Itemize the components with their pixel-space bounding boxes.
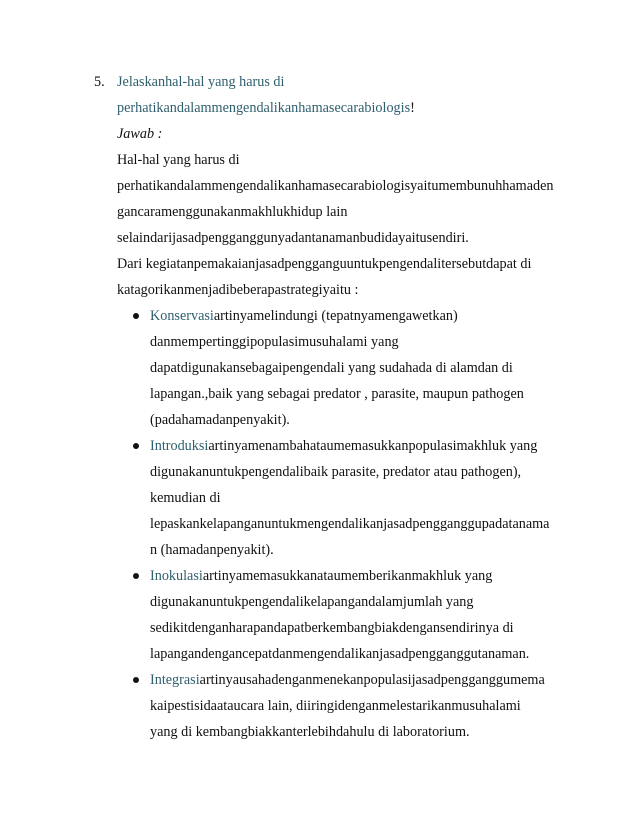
- answer-line: gancaramenggunakanmakhlukhidup lain: [117, 204, 348, 220]
- strategy-item-integrasi: [150, 670, 545, 690]
- answer-line: Hal-hal yang harus di: [117, 152, 240, 168]
- strategy-item-inokulasi: [150, 566, 492, 586]
- answer-line: perhatikandalammengendalikanhamasecarabiologisyaitumembunuhhamaden: [117, 178, 554, 194]
- strategy-line: lapangan.,baik yang sebagai predator , parasite, maupun pathogen: [150, 386, 524, 402]
- strategy-item-konservasi: [150, 306, 458, 326]
- question-text-line-2-main: perhatikandalammengendalikanhamasecarabiologis: [117, 100, 411, 116]
- strategy-text: artinyausahadenganmenekanpopulasijasadpengganggumema: [199, 672, 545, 688]
- strategy-line: kemudian di: [150, 490, 221, 506]
- question-text-line-2: [117, 98, 415, 118]
- strategy-term: Integrasi: [150, 672, 200, 688]
- bullet-icon: [133, 573, 139, 579]
- strategy-text: artinyamemasukkanataumemberikanmakhluk yang: [202, 568, 493, 584]
- strategy-text: artinyamenambahataumemasukkanpopulasimakhluk yang: [208, 438, 538, 454]
- strategy-line: kaipestisidaataucara lain, diiringidenganmelestarikanmusuhalami: [150, 698, 521, 714]
- strategy-line: yang di kembangbiakkanterlebihdahulu di laboratorium.: [150, 724, 470, 740]
- bullet-icon: [133, 313, 139, 319]
- strategy-line: sedikitdenganharapandapatberkembangbiakdengansendirinya di: [150, 620, 514, 636]
- answer-line: Dari kegiatanpemakaianjasadpengganguuntukpengendalitersebutdapat di: [117, 256, 532, 272]
- strategy-line: lepaskankelapanganuntukmengendalikanjasadpengganggupadatanama: [150, 516, 550, 532]
- question-text-line-2-end: !: [410, 100, 415, 116]
- strategy-text: artinyamelindungi (tepatnyamengawetkan): [213, 308, 458, 324]
- question-number: 5.: [94, 74, 105, 90]
- strategy-line: digunakanuntukpengendalibaik parasite, predator atau pathogen),: [150, 464, 522, 480]
- answer-line: katagorikanmenjadibeberapastrategiyaitu :: [117, 282, 359, 298]
- strategy-line: lapangandengancepatdanmengendalikanjasadpengganggutanaman.: [150, 646, 530, 662]
- bullet-icon: [133, 677, 139, 683]
- strategy-term: Introduksi: [150, 438, 209, 454]
- strategy-line: danmempertinggipopulasimusuhalami yang: [150, 334, 399, 350]
- answer-label: Jawab :: [117, 126, 163, 142]
- question-text-line-1: Jelaskanhal-hal yang harus di: [117, 74, 285, 90]
- strategy-term: Inokulasi: [150, 568, 203, 584]
- strategy-line: dapatdigunakansebagaipengendali yang sudahada di alamdan di: [150, 360, 513, 376]
- strategy-item-introduksi: [150, 436, 537, 456]
- answer-line: selaindarijasadpengganggunyadantanamanbudidayaitusendiri.: [117, 230, 469, 246]
- bullet-icon: [133, 443, 139, 449]
- strategy-line: n (hamadanpenyakit).: [150, 542, 274, 558]
- strategy-line: (padahamadanpenyakit).: [150, 412, 290, 428]
- strategy-line: digunakanuntukpengendalikelapangandalamjumlah yang: [150, 594, 474, 610]
- strategy-term: Konservasi: [150, 308, 214, 324]
